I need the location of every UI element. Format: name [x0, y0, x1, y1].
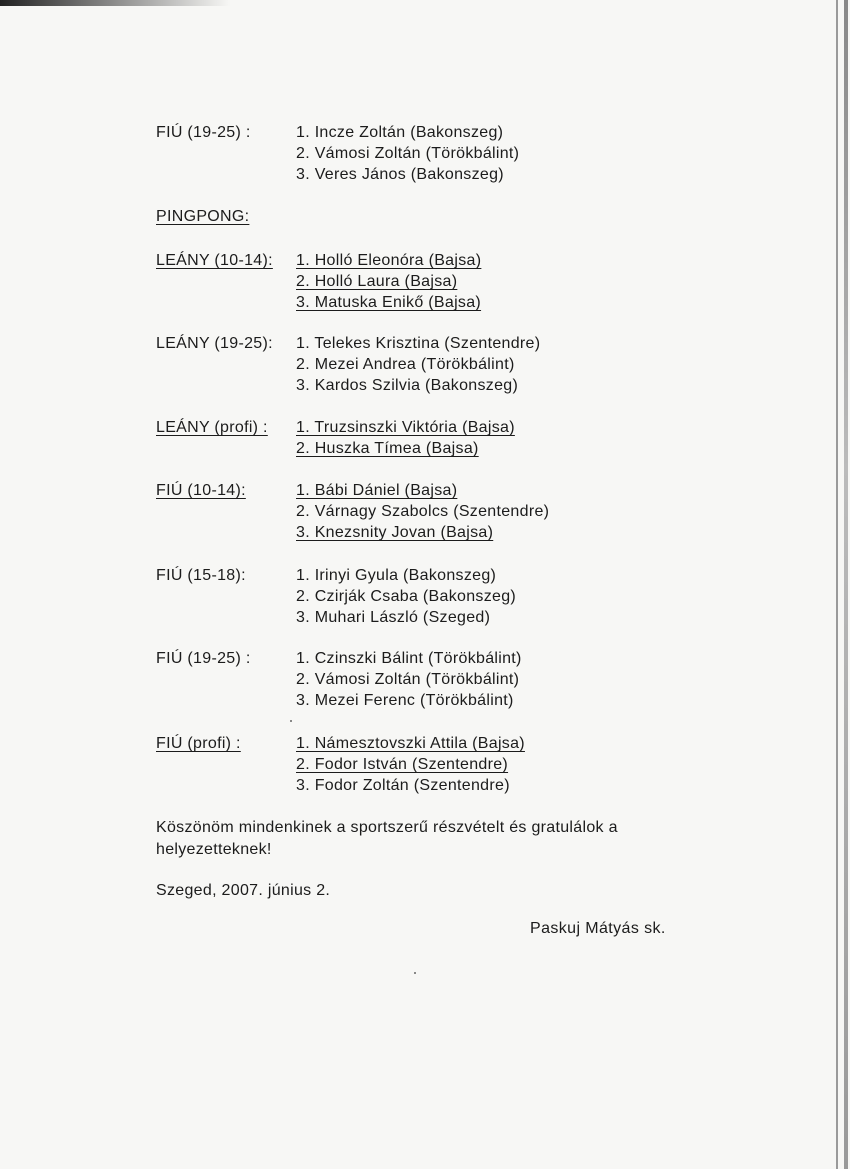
category-label: FIÚ (19-25) :	[156, 650, 251, 667]
result-entry: 2. Várnagy Szabolcs (Szentendre)	[296, 503, 550, 520]
category-label: FIÚ (19-25) :	[156, 124, 251, 141]
result-entry: 2. Czirják Csaba (Bakonszeg)	[296, 588, 517, 605]
signature: Paskuj Mátyás sk.	[530, 920, 666, 937]
results-group	[156, 733, 756, 796]
results-group	[156, 648, 756, 711]
category-label: FIÚ (profi) :	[156, 735, 241, 752]
result-entry: 1. Telekes Krisztina (Szentendre)	[296, 335, 541, 352]
scan-edge-shadow	[0, 0, 230, 6]
result-entry: 3. Muhari László (Szeged)	[296, 609, 491, 626]
result-entry: 2. Vámosi Zoltán (Törökbálint)	[296, 671, 520, 688]
result-entry: 2. Huszka Tímea (Bajsa)	[296, 440, 479, 457]
result-entry: 1. Incze Zoltán (Bakonszeg)	[296, 124, 504, 141]
result-entry: 3. Mezei Ferenc (Törökbálint)	[296, 692, 514, 709]
result-entry: 3. Matuska Enikő (Bajsa)	[296, 294, 482, 311]
result-entry: 1. Námesztovszki Attila (Bajsa)	[296, 735, 525, 752]
results-group	[156, 250, 756, 313]
category-label: LEÁNY (19-25):	[156, 335, 273, 352]
scan-speck	[414, 972, 416, 974]
category-label: LEÁNY (10-14):	[156, 252, 273, 269]
result-entry: 1. Holló Eleonóra (Bajsa)	[296, 252, 482, 269]
scan-edge-border	[844, 0, 848, 1169]
scan-edge-line	[836, 0, 838, 1169]
result-entry: 1. Czinszki Bálint (Törökbálint)	[296, 650, 522, 667]
result-entry: 1. Truzsinszki Viktória (Bajsa)	[296, 419, 515, 436]
results-group	[156, 480, 756, 543]
result-entry: 2. Mezei Andrea (Törökbálint)	[296, 356, 515, 373]
scan-speck	[290, 720, 292, 722]
result-entry: 2. Fodor István (Szentendre)	[296, 756, 509, 773]
result-entry: 3. Veres János (Bakonszeg)	[296, 166, 504, 183]
result-entry: 1. Irinyi Gyula (Bakonszeg)	[296, 567, 497, 584]
results-group	[156, 565, 756, 628]
result-entry: 3. Fodor Zoltán (Szentendre)	[296, 777, 510, 794]
result-entry: 3. Kardos Szilvia (Bakonszeg)	[296, 377, 519, 394]
place-date: Szeged, 2007. június 2.	[156, 882, 331, 899]
section-heading: PINGPONG:	[156, 208, 250, 225]
result-entry: 1. Bábi Dániel (Bajsa)	[296, 482, 458, 499]
category-label: FIÚ (15-18):	[156, 567, 246, 584]
result-entry: 2. Vámosi Zoltán (Törökbálint)	[296, 145, 520, 162]
closing-text: Köszönöm mindenkinek a sportszerű részvételt és gratulálok a helyezetteknek!	[156, 819, 618, 858]
category-label: FIÚ (10-14):	[156, 482, 246, 499]
results-group	[156, 333, 756, 396]
result-entry: 3. Knezsnity Jovan (Bajsa)	[296, 524, 494, 541]
category-label: LEÁNY (profi) :	[156, 419, 268, 436]
results-group	[156, 417, 756, 459]
result-entry: 2. Holló Laura (Bajsa)	[296, 273, 458, 290]
results-group	[156, 122, 756, 185]
